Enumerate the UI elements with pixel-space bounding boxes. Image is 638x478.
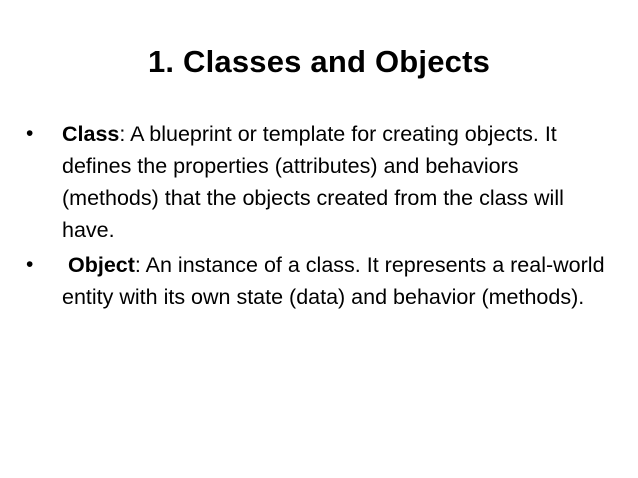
bullet-text: : A blueprint or template for creating objects. It defines the properties (attributes) and behaviors (methods) that the objects created from the class will have. (62, 122, 564, 242)
bullet-item-object (24, 249, 614, 313)
bullet-item-class (24, 118, 614, 246)
bullet-text: : An instance of a class. It represents a real-world entity with its own state (data) and behavior (methods). (62, 253, 605, 309)
bullet-term: Class (62, 122, 120, 146)
slide-title: 1. Classes and Objects (147, 44, 491, 79)
bullet-list (24, 118, 614, 316)
bullet-term: Object (67, 253, 135, 277)
bullet-icon: • (26, 122, 34, 145)
bullet-icon: • (26, 253, 34, 276)
